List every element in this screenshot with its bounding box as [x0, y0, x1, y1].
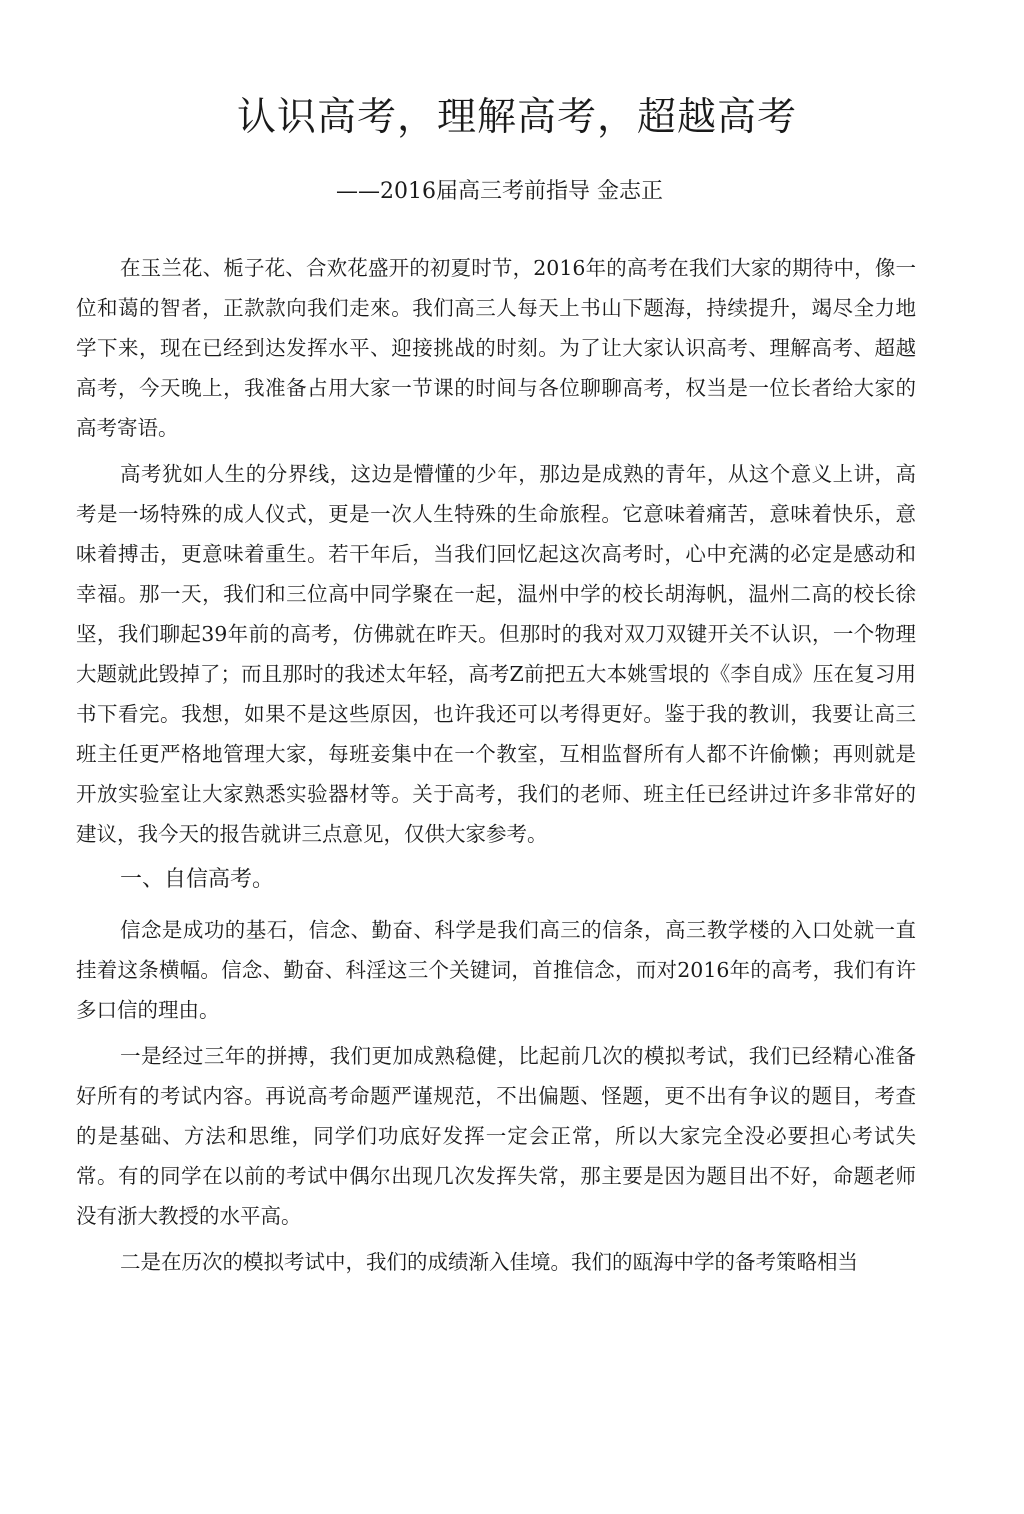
document-body	[76, 248, 916, 1288]
body-paragraph: 一是经过三年的拼搏，我们更加成熟稳健，比起前几次的模拟考试，我们已经精心准备好所有的考试内容。再说高考命题严谨规范，不出偏题、怪题，更不出有争议的题目，考查的是基础、方法和思维，同学们功底好发挥一定会正常，所以大家完全没必要担心考试失常。有的同学在以前的考试中偶尔出现几次发挥失常，那主要是因为题目出不好，命题老师没有浙大教授的水平高。	[76, 1044, 916, 1228]
intro-paragraph: 在玉兰花、栀子花、合欢花盛开的初夏时节，2016年的高考在我们大家的期待中，像一位和蔼的智者，正款款向我们走來。我们高三人每天上书山下题海，持续提升，竭尽全力地学下来，现在已经到达发挥水平、迎接挑战的时刻。为了让大家认识高考、理解高考、超越高考，今天晚上，我准备占用大家一节课的时间与各位聊聊高考，权当是一位长者给大家的高考寄语。	[76, 256, 916, 440]
document-title: 认识高考，理解高考，超越高考	[236, 95, 797, 140]
section-heading: 一、自信高考。	[120, 867, 275, 892]
document-subtitle: ——2016届高三考前指导 金志正	[336, 179, 663, 204]
body-paragraph: 二是在历次的模拟考试中，我们的成绩渐入佳境。我们的瓯海中学的备考策略相当	[120, 1250, 858, 1274]
body-paragraph: 高考犹如人生的分界线，这边是懵懂的少年，那边是成熟的青年，从这个意义上讲，高考是一场特殊的成人仪式，更是一次人生特殊的生命旅程。它意味着痛苦，意味着快乐，意味着搏击，更意味着重生。若干年后，当我们回忆起这次高考时，心中充满的必定是感动和幸福。那一天，我们和三位高中同学聚在一起，温州中学的校长胡海帆，温州二高的校长徐坚，我们聊起39年前的高考，仿佛就在昨天。但那时的我对双刀双键开关不认识，一个物理大题就此毁掉了；而且那时的我述太年轻，高考Z前把五大本姚雪垠的《李自成》压在复习用书下看完。我想，如果不是这些原因，也许我还可以考得更好。鉴于我的教训，我要让高三班主任更严格地管理大家，每班妾集中在一个教室，互相监督所有人都不许偷懒；再则就是开放实验室让大家熟悉实验器材等。关于高考，我们的老师、班主任已经讲过许多非常好的建议，我今天的报告就讲三点意见，仅供大家参考。	[76, 462, 916, 846]
body-paragraph: 信念是成功的基石，信念、勤奋、科学是我们高三的信条，高三教学楼的入口处就一直挂着这条横幅。信念、勤奋、科淫这三个关键词，首推信念，而对2016年的高考，我们有许多口信的理由。	[76, 918, 916, 1022]
